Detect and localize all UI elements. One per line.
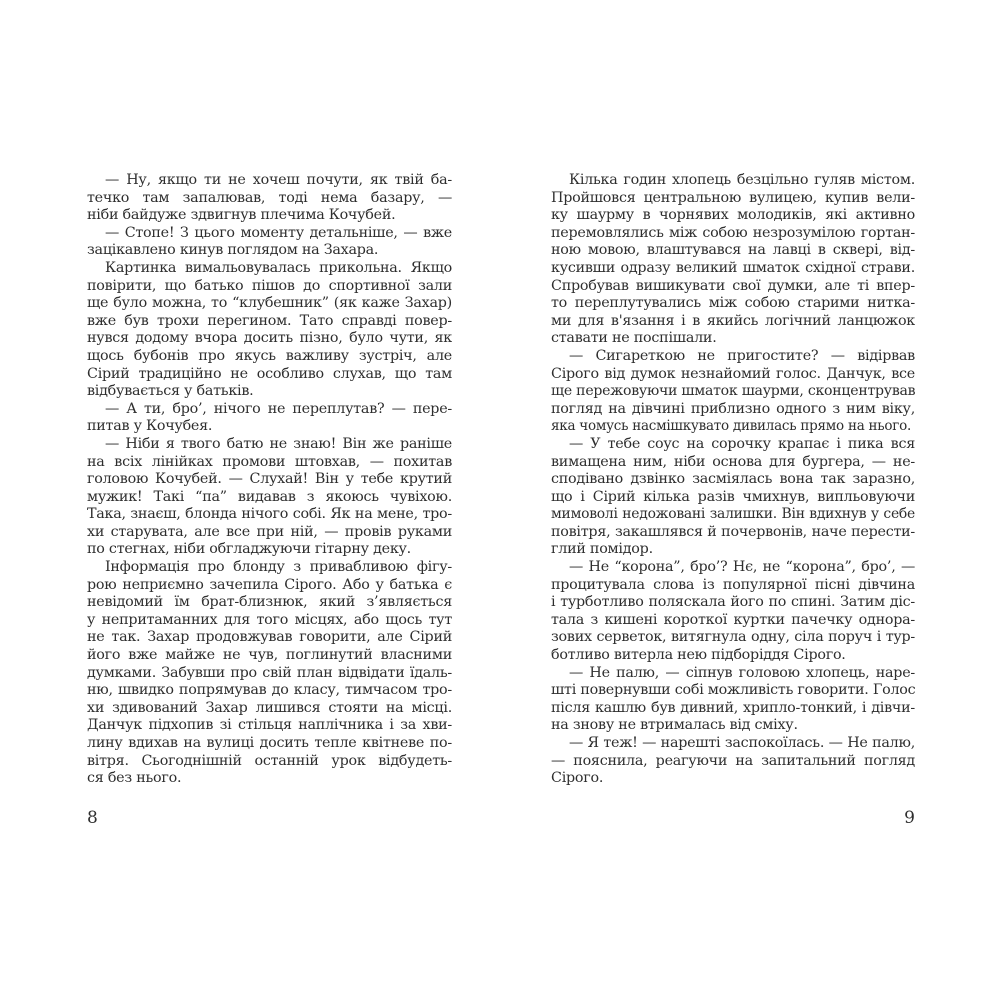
text-line: зових серветок, витягнула одну, сіла поруч і тур- [551,629,915,646]
text-line: Сірий традиційно не особливо слухав, що там [87,365,452,382]
page-number-left: 8 [87,808,98,828]
text-line: головою Кочубей. — Слухай! Він у тебе крутий [87,471,452,488]
left-page [87,0,452,1000]
text-line: тала з кишені короткої куртки пачечку однора- [551,611,915,628]
text-line: то переплутувались між собою старими нитка- [551,295,915,312]
text-line: — Я теж! — нарешті заспокоїлась. — Не палю, [569,735,915,751]
text-line: сподівано дзвінко засміялась вона так заразно, [551,471,915,488]
text-line: Пройшовся центральною вулицею, купив вели- [551,189,915,206]
text-line: щось бубонів про якусь важливу зустріч, але [87,347,452,364]
text-line: повітря, закашлявся й почервонів, наче перести- [551,523,915,540]
text-line: мимоволі недожовані залишки. Він вдихнув у себе [551,506,915,523]
text-line: кусивши одразу великий шматок східної страви. [551,259,915,276]
text-line: погляд на дівчині приблизно одного з ним віку, [551,400,915,417]
text-line: рою неприємно зачепила Сірого. Або у батька є [87,576,452,593]
page-number-right: 9 [904,808,915,828]
text-line: по стегнах, ніби обгладжуючи гітарну деку. [87,541,411,558]
text-line: ми для в'язання і в якийсь логічний ланцюжок [551,312,915,329]
text-line: ніби байдуже здвигнув плечима Кочубей. [87,207,396,224]
text-line: повірити, що батько пішов до спортивної зали [87,277,452,294]
text-line: на всіх лінійках промови штовхав, — похитав [87,453,452,470]
text-line: — Ну, якщо ти не хочеш почути, як твій ба- [105,172,452,188]
text-line: на знову не втрималась від сміху. [551,717,798,734]
text-line: і турботливо поляскала його по спині. Затим діс- [551,594,915,611]
text-line: не так. Захар продовжував говорити, але Сірий [87,629,452,646]
text-line: вітря. Сьогоднішній останній урок відбудеть- [87,752,452,769]
text-line: ботливо витерла нею підборіддя Сірого. [551,647,846,664]
text-line: що і Сірий кілька разів чмихнув, випльовуючи [551,488,915,505]
text-line: Картинка вимальовувалась прикольна. Якщо [105,259,452,276]
text-line: — Не палю, — сіпнув головою хлопець, наре- [569,664,915,681]
text-line: Кілька годин хлопець безцільно гуляв містом. [569,172,915,188]
text-line: ставати не поспішали. [551,330,717,347]
text-line: мужик! Такі “па” видавав з якоюсь чувіхою. [87,488,452,505]
text-line: — А ти, бро’, нічого не переплутав? — пере- [105,400,452,417]
text-line: ню, швидко попрямував до класу, тимчасом тро- [87,682,452,699]
text-line: — пояснила, реагуючи на запитальний погляд [551,752,915,769]
text-line: хи старувата, але все при ній, — провів руками [87,523,452,540]
right-page [551,0,915,1000]
text-line: Спробував вишикувати свої думки, але ті впер- [551,277,915,294]
text-line: ще було можна, то “клубешник” (як каже Захар) [87,295,452,312]
text-line: лину вдихав на вулиці досить тепле квітневе по- [87,735,452,751]
text-line: Сірого. [551,770,604,787]
text-line: ся без нього. [87,770,182,787]
text-line: зацікавлено кинув поглядом на Захара. [87,242,379,259]
text-line: — Ніби я твого батю не знаю! Він же раніше [105,435,452,452]
text-line: яка чомусь насмішкувато дивилась прямо на нього. [551,418,912,435]
text-line: — Стопе! З цього моменту детальніше, — вже [105,224,452,241]
text-line: глий помідор. [551,541,653,558]
text-line: процитувала слова із популярної пісні дівчина [551,576,915,593]
text-line: Сірого від думок незнайомий голос. Данчук, все [551,365,915,382]
text-line: вимащена ним, ніби основа для бургера, — не- [551,453,915,470]
text-line: після кашлю був дивний, хрипло-тонкий, і дівчи- [551,699,915,716]
text-line: — Не “корона”, бро’? Нє, не “корона”, бро’, — [569,559,915,576]
text-line: шті повернувши собі можливість говорити. Голос [551,682,916,699]
text-line: Така, знаєш, блонда нічого собі. Як на мене, тро- [87,506,452,523]
text-line: думками. Забувши про свій план відвідати їдаль- [87,664,452,681]
text-line: відбувається у батьків. [87,383,254,400]
text-line: Інформація про блонду з привабливою фігу- [105,559,452,576]
text-line: — У тебе соус на сорочку крапає і пика вся [569,435,915,452]
text-line: перемовлялись між собою незрозумілою гортан- [551,224,915,241]
left-page-text [87,172,452,788]
text-line: вже був трохи перегином. Тато справді повер- [87,312,452,329]
text-line: хи здивований Захар лишився стояти на місці. [87,699,452,716]
text-line: у непритаманних для того місцях, або щось тут [87,611,452,628]
text-line: ною мовою, влаштувався на лавці в сквері, від- [551,242,915,259]
text-line: його вже майже не чув, поглинутий власними [87,647,452,664]
text-line: нувся додому вчора досить пізно, було чути, як [87,330,452,347]
text-line: — Сигареткою не пригостите? — відірвав [569,347,915,364]
text-line: питав у Кочубея. [87,418,213,435]
text-line: ще пережовуючи шматок шаурми, сконцентрував [551,383,916,400]
text-line: невідомий їм брат-близнюк, який з’являється [87,594,452,611]
right-page-text [551,172,915,788]
text-line: течко там запалював, тоді нема базару, — [87,189,452,206]
text-line: ку шаурму в чорнявих молодиків, які активно [551,207,915,224]
text-line: Данчук підхопив зі стільця наплічника і за хви- [87,717,452,734]
